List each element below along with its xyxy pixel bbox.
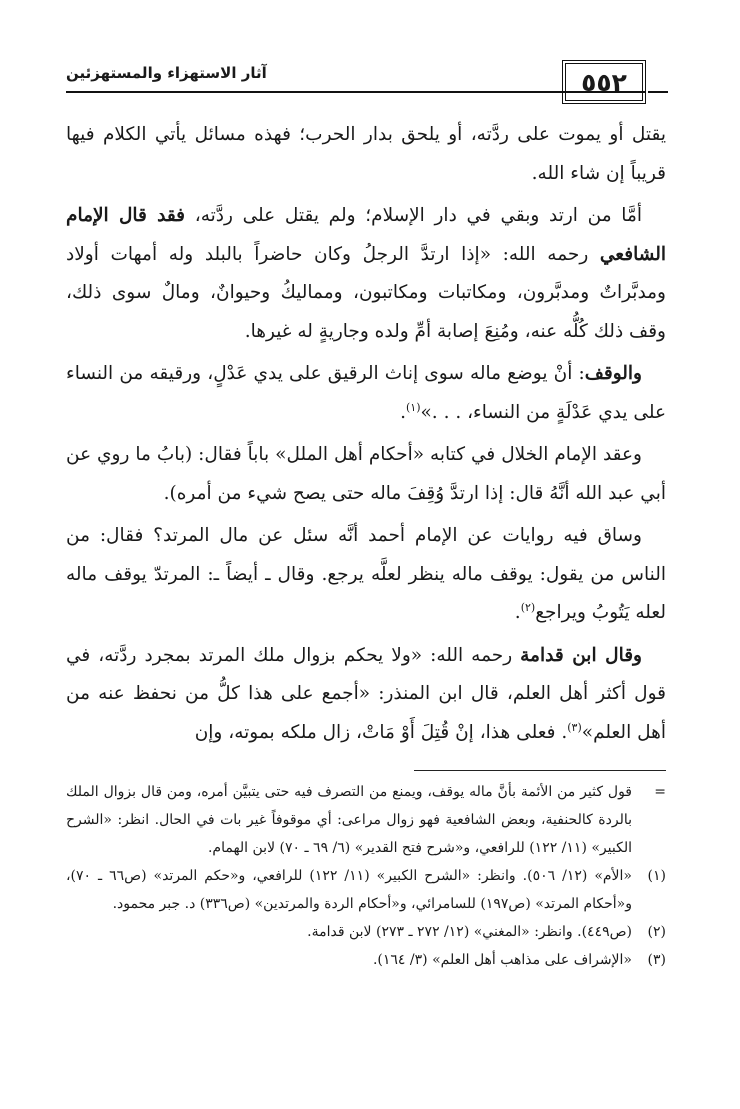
paragraph-5 [66, 517, 666, 633]
footnote-3 [66, 946, 666, 974]
p3-bold: والوقف [584, 363, 642, 384]
footnote-text: (ص٤٤٩). وانظر: «المغني» (١٢/ ٢٧٢ ـ ٢٧٣) لابن قدامة. [307, 924, 632, 940]
paragraph-6 [66, 637, 666, 753]
footnote-label: (١) [647, 868, 666, 884]
p2-rest: رحمه الله: «إذا ارتدَّ الرجلُ وكان حاضراً بالبلد وله أمهات أولاد ومدبَّراتٌ ومدبَّرون، ومكاتبات ومكاتبون، ومماليكُ وحيوانٌ، ومالٌ سوى ذلك، وقف ذلك كُلُّه عنه، ومُنِعَ إصابة أمِّ ولده وجاريةٍ له غيرها. [66, 243, 666, 342]
footnote-text: قول كثير من الأئمة بأنَّ ماله يوقف، ويمنع من التصرف فيه حتى يتبيَّن أمره، ومن قال بزوال الملك بالردة كالحنفية، وبعض الشافعية فهو زوال مراعى: أي موقوفاً غير بات في الحال. انظر: «الشرح الكبير» (١١/ ١٢٢) للرافعي، و«شرح فتح القدير» (٦/ ٦٩ ـ ٧٠) لابن الهمام. [66, 784, 632, 856]
paragraph-4: وعقد الإمام الخلال في كتابه «أحكام أهل الملل» باباً فقال: (بابُ ما روي عن أبي عبد الله أنَّهُ قال: إذا ارتدَّ وُقِفَ ماله حتى يصح شيء من أمره). [66, 444, 666, 504]
page-number-box [562, 60, 646, 104]
paragraph-3 [66, 355, 666, 432]
footnote-label: = [654, 784, 666, 800]
footnote-2 [66, 918, 666, 946]
footnote-label: (٣) [647, 952, 666, 968]
footnote-label: (٢) [647, 924, 666, 940]
footnote-ref-3[interactable]: (٣) [567, 720, 582, 734]
footnote-text: «الأم» (١٢/ ٥٠٦). وانظر: «الشرح الكبير» (١١/ ١٢٢) للرافعي، و«حكم المرتد» (ص٦٦ ـ ٧٠)، و«أحكام المرتد» (ص١٩٧) للسامرائي، و«أحكام الردة والمرتدين» (ص٣٣٦) د. جبر محمود. [66, 868, 632, 912]
footnote-ref-2[interactable]: (٢) [520, 600, 536, 614]
header-rule [66, 91, 646, 93]
p2-bold: فقد قال الإمام الشافعي [66, 205, 666, 265]
footnote-1 [66, 862, 666, 918]
p6-end: . فعلى هذا، إنْ قُتِلَ أَوْ مَاتْ، زال ملكه بموته، وإن [194, 721, 568, 743]
footnote-separator [414, 770, 666, 771]
p5-text: وساق فيه روايات عن الإمام أحمد أنَّه سئل عن مال المرتد؟ فقال: من الناس من يقول: يوقف ماله ينظر لعلَّه يرجع. وقال ـ أيضاً ـ: المرتدّ يوقف ماله لعله يَتُوبُ ويراجع [66, 525, 666, 623]
p2-lead: أمَّا من ارتد وبقي في دار الإسلام؛ ولم يقتل على ردَّته، [185, 205, 642, 226]
footnotes [66, 778, 666, 974]
p6-bold: وقال ابن قدامة [520, 644, 642, 666]
running-title: آثار الاستهزاء والمستهزئين [66, 64, 267, 82]
p3-end: . [400, 401, 406, 423]
p6-rest: رحمه الله: «ولا يحكم بزوال ملك المرتد بمجرد ردَّته، في قول أكثر أهل العلم، قال ابن المنذر: «أجمع على هذا كلُّ من نحفظ عنه من أهل العلم» [66, 644, 666, 743]
footnote-continuation [66, 778, 666, 862]
footnote-ref-1[interactable]: (١) [405, 400, 421, 414]
paragraph-2 [66, 197, 666, 351]
page-number: ٥٥٢ [581, 67, 627, 97]
paragraph-1: يقتل أو يموت على ردَّته، أو يلحق بدار الحرب؛ فهذه مسائل يأتي الكلام فيها قريباً إن شاء الله. [66, 124, 666, 184]
main-text [66, 116, 666, 756]
p3-rest: : أنْ يوضع ماله سوى إناث الرقيق على يدي عَدْلٍ، ورقيقه من النساء على يدي عَدْلَةٍ من النساء، . . .» [66, 363, 666, 423]
p5-end: . [514, 602, 521, 623]
header-tick [648, 91, 668, 93]
footnote-text: «الإشراف على مذاهب أهل العلم» (٣/ ١٦٤). [372, 952, 632, 968]
